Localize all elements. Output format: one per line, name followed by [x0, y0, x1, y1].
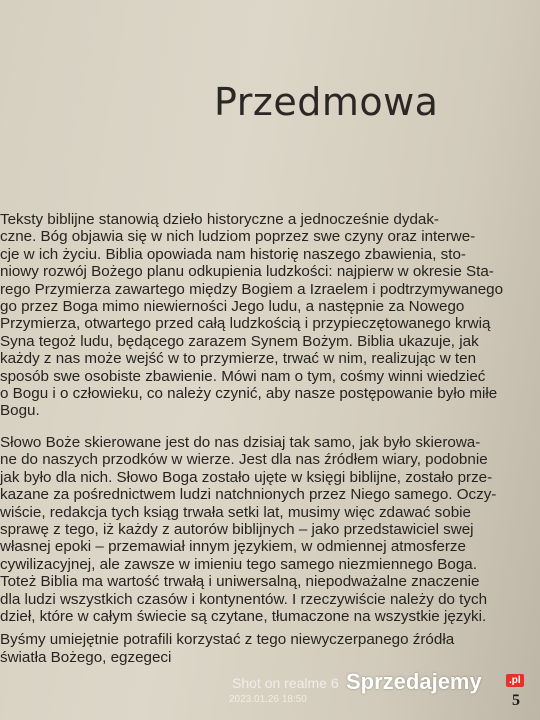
text-line: Słowo Boże skierowane jest do nas dzisiaj tak samo, jak było skierowa-	[0, 433, 481, 451]
text-line: światła Bożego, egzegeci	[0, 648, 172, 666]
text-line: Toteż Biblia ma wartość trwałą i uniwersalną, niepodważalne znaczenie	[0, 573, 480, 591]
text-line: kazane za pośrednictwem ludzi natchnionych przez Niego samego. Oczy-	[0, 486, 497, 504]
page-number: 5	[512, 692, 520, 709]
text-line: ne do naszych przodków w wierze. Jest dla nas źródłem wiary, podobnie	[0, 451, 488, 469]
text-line: Syna tegoż ludu, będącego zarazem Synem Bożym. Biblia ukazuje, jak	[0, 332, 479, 350]
text-line: dzieł, które w całym świecie są czytane, tłumaczone na wszystkie języki.	[0, 607, 487, 625]
text-line: sposób swe osobiste zbawienie. Mówi nam o tym, cośmy winni wiedzieć	[0, 367, 486, 385]
body-text	[0, 211, 540, 666]
text-line: Bogu.	[0, 402, 40, 420]
camera-watermark: Shot on realme 6	[232, 675, 339, 691]
brand-tld-badge: .pl	[506, 674, 524, 687]
paragraph-3	[0, 631, 540, 666]
text-line: go przez Boga mimo niewierności Jego ludu, a następnie za Nowego	[0, 298, 465, 316]
text-line: sprawę z tego, iż każdy z autorów biblijnych – jako przedstawiciel swej	[0, 520, 474, 538]
text-line: dla ludzi wszystkich czasów i kontynentów. I rzeczywiście należy do tych	[0, 590, 488, 608]
page-title: Przedmowa	[214, 80, 439, 124]
paragraph-2	[0, 434, 540, 625]
text-line: czne. Bóg objawia się w nich ludziom poprzez swe czyny oraz interwe-	[0, 228, 476, 246]
text-line: każdy z nas może wejść w to przymierze, trwać w nim, realizując w ten	[0, 350, 477, 368]
camera-date: 2023.01.26 18:50	[229, 694, 307, 705]
text-line: o Bogu i o człowieku, co należy czynić, aby nasze postępowanie było miłe	[0, 385, 498, 403]
text-line: cywilizacyjnej, ale zawsze w imieniu tego samego niezmiennego Boga.	[0, 555, 477, 573]
text-line: rego Przymierza zawartego między Bogiem a Izraelem i podtrzymywanego	[0, 280, 504, 298]
text-line: wiście, redakcja tych ksiąg trwała setki lat, musimy więc zdawać sobie	[0, 503, 471, 521]
text-line: własnej epoki – przemawiał innym językiem, w odmiennej atmosferze	[0, 538, 466, 556]
paragraph-1	[0, 211, 540, 420]
text-line: jak było dla nich. Słowo Boga zostało ujęte w księgi biblijne, zostało prze-	[0, 468, 493, 486]
brand-watermark: Sprzedajemy	[346, 669, 482, 694]
text-line: Przymierza, otwartego przed całą ludzkością i przypieczętowanego krwią	[0, 315, 491, 333]
text-line: cje w ich życiu. Biblia opowiada nam historię naszego zbawienia, sto-	[0, 245, 466, 263]
text-line: niowy rozwój Bożego planu odkupienia ludzkości: najpierw w okresie Sta-	[0, 263, 494, 281]
text-line: Byśmy umiejętnie potrafili korzystać z tego niewyczerpanego źródła	[0, 631, 455, 649]
text-line: Teksty biblijne stanowią dzieło historyczne a jednocześnie dydak-	[0, 211, 439, 228]
